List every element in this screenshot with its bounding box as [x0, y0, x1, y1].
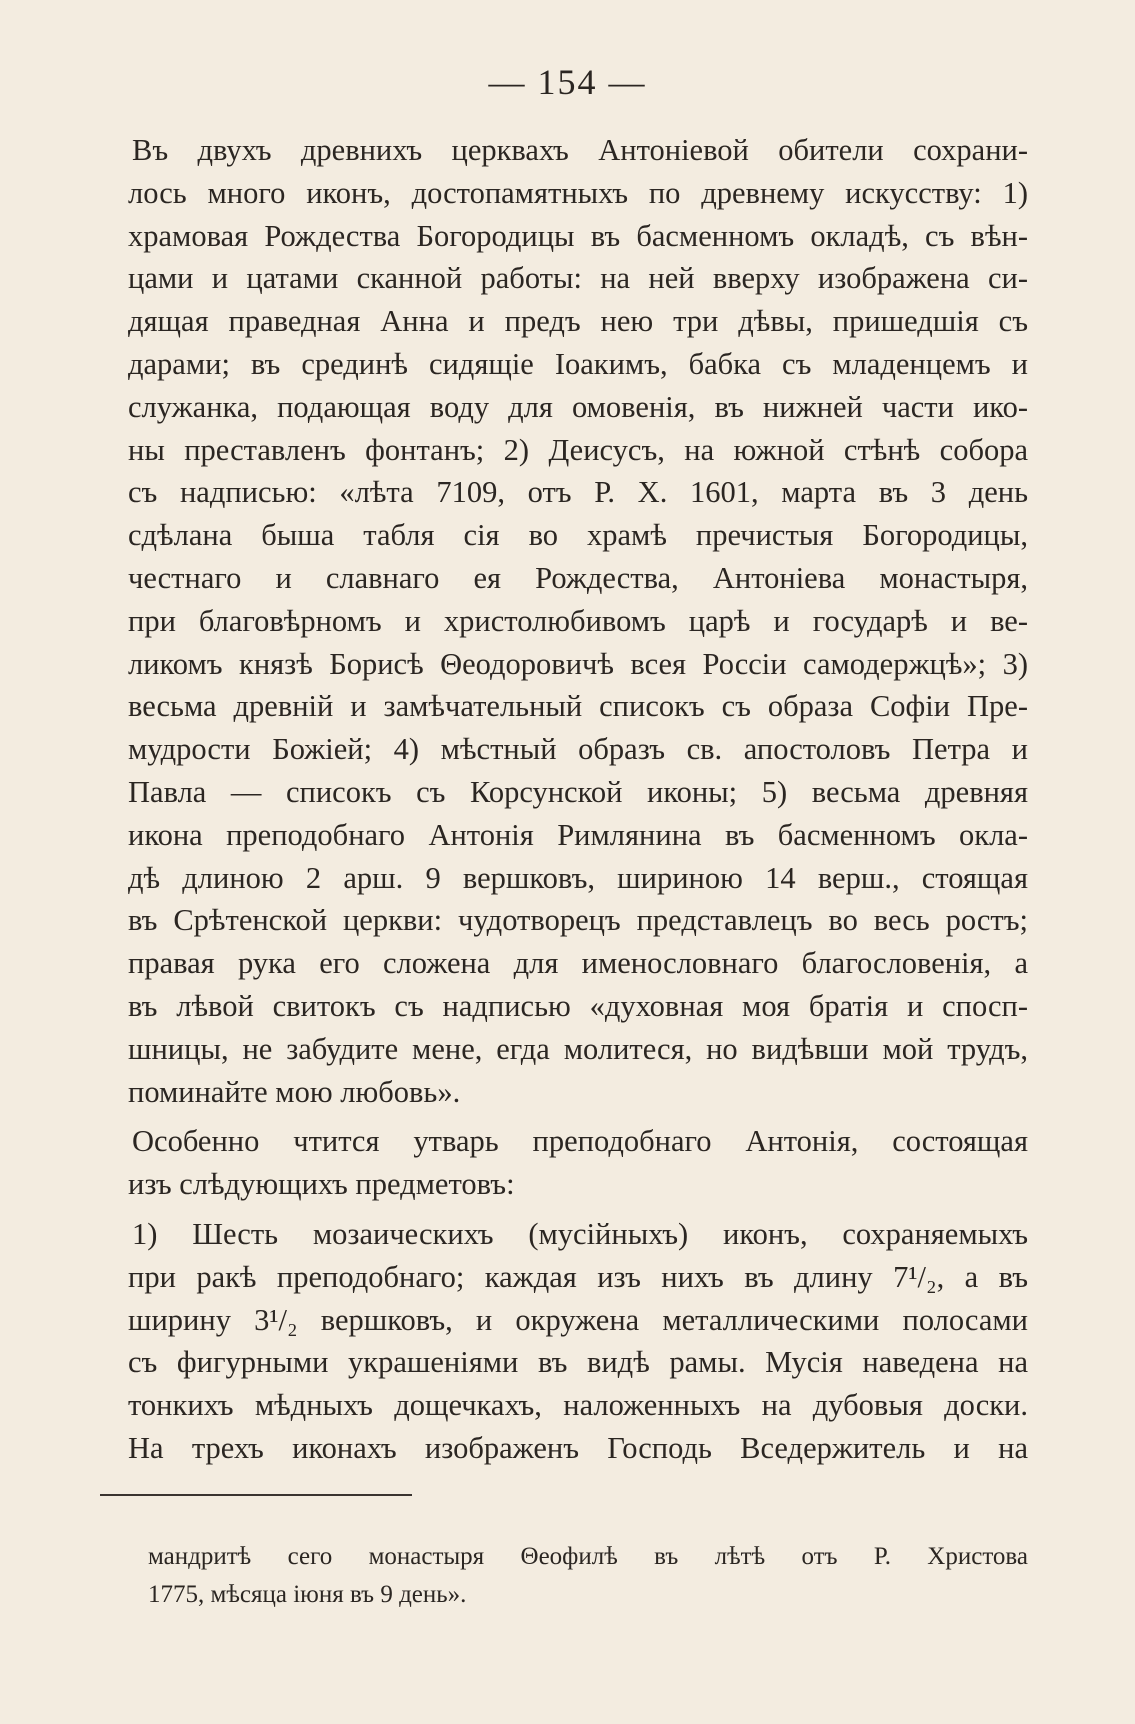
- text-line: ны преставленъ фонтанъ; 2) Деисусъ, на южной стѣнѣ собора: [128, 432, 1028, 467]
- text-line: дящая праведная Анна и предъ нею три дѣвы, пришедшія съ: [128, 304, 1028, 339]
- paragraph-icons: [128, 129, 1028, 1113]
- footnote-divider: [100, 1494, 412, 1496]
- text-line: весьма древній и замѣчательный списокъ съ образа Софіи Пре-: [128, 689, 1028, 724]
- footnote-line: мандритѣ сего монастыря Θеофилѣ въ лѣтѣ отъ Р. Христова: [148, 1543, 1028, 1570]
- text-line: поминайте мою любовь».: [128, 1074, 461, 1109]
- text-line: цами и цатами сканной работы: на ней вверху изображена си-: [128, 261, 1028, 296]
- text-line: сдѣлана быша табля сія во храмѣ пречистыя Богородицы,: [128, 518, 1028, 553]
- text-line: въ Срѣтенской церкви: чудотворецъ представлецъ во весь ростъ;: [128, 903, 1028, 938]
- text-line: лось много иконъ, достопамятныхъ по древнему искусству: 1): [128, 175, 1028, 210]
- footnote: [148, 1538, 1028, 1614]
- text-line: 1) Шесть мозаическихъ (мусійныхъ) иконъ, сохраняемыхъ: [132, 1216, 1028, 1251]
- text-line: ликомъ князѣ Борисѣ Θеодоровичѣ всея Россіи самодержцѣ»; 3): [128, 646, 1028, 681]
- text-line: Павла — списокъ съ Корсунской иконы; 5) весьма древняя: [128, 774, 1028, 809]
- text-line: храмовая Рождества Богородицы въ басменномъ окладѣ, съ вѣн-: [128, 218, 1028, 253]
- text-line: при ракѣ преподобнаго; каждая изъ нихъ въ длину 7¹/₂, а въ: [128, 1259, 1028, 1294]
- text-line: мудрости Божіей; 4) мѣстный образъ св. апостоловъ Петра и: [128, 732, 1028, 767]
- text-line: шницы, не забудите мене, егда молитеся, но видѣвши мой трудъ,: [128, 1031, 1028, 1066]
- text-line: съ фигурными украшеніями въ видѣ рамы. Мусія наведена на: [128, 1345, 1028, 1380]
- text-line: изъ слѣдующихъ предметовъ:: [128, 1167, 515, 1202]
- text-line: дарами; въ срединѣ сидящіе Іоакимъ, бабка съ младенцемъ и: [128, 346, 1028, 381]
- text-line: при благовѣрномъ и христолюбивомъ царѣ и государѣ и ве-: [128, 603, 1028, 638]
- text-line: съ надписью: «лѣта 7109, отъ Р. Х. 1601, марта въ 3 день: [128, 475, 1028, 510]
- paragraph-utensils: [128, 1120, 1028, 1206]
- text-line: правая рука его сложена для именословнаго благословенія, а: [128, 946, 1028, 981]
- text-line: Особенно чтится утварь преподобнаго Антонія, состоящая: [132, 1124, 1028, 1159]
- text-line: тонкихъ мѣдныхъ дощечкахъ, наложенныхъ на дубовыя доски.: [128, 1388, 1028, 1423]
- paragraph-mosaic-icons: [128, 1213, 1028, 1470]
- page-number: — 154 —: [488, 62, 647, 102]
- text-line: икона преподобнаго Антонія Римлянина въ басменномъ окла-: [128, 817, 1028, 852]
- text-line: ширину 3¹/₂ вершковъ, и окружена металлическими полосами: [128, 1302, 1028, 1337]
- text-line: въ лѣвой свитокъ съ надписью «духовная моя братія и спосп-: [128, 988, 1028, 1023]
- text-line: На трехъ иконахъ изображенъ Господь Вседержитель и на: [128, 1430, 1028, 1465]
- text-line: служанка, подающая воду для омовенія, въ нижней части ико-: [128, 389, 1028, 424]
- text-line: честнаго и славнаго ея Рождества, Антоніева монастыря,: [128, 560, 1028, 595]
- text-line: дѣ длиною 2 арш. 9 вершковъ, шириною 14 верш., стоящая: [128, 860, 1028, 895]
- text-line: Въ двухъ древнихъ церквахъ Антоніевой обители сохрани-: [132, 133, 1028, 167]
- footnote-line: 1775, мѣсяца іюня въ 9 день».: [148, 1581, 467, 1608]
- main-text: [128, 129, 1028, 1470]
